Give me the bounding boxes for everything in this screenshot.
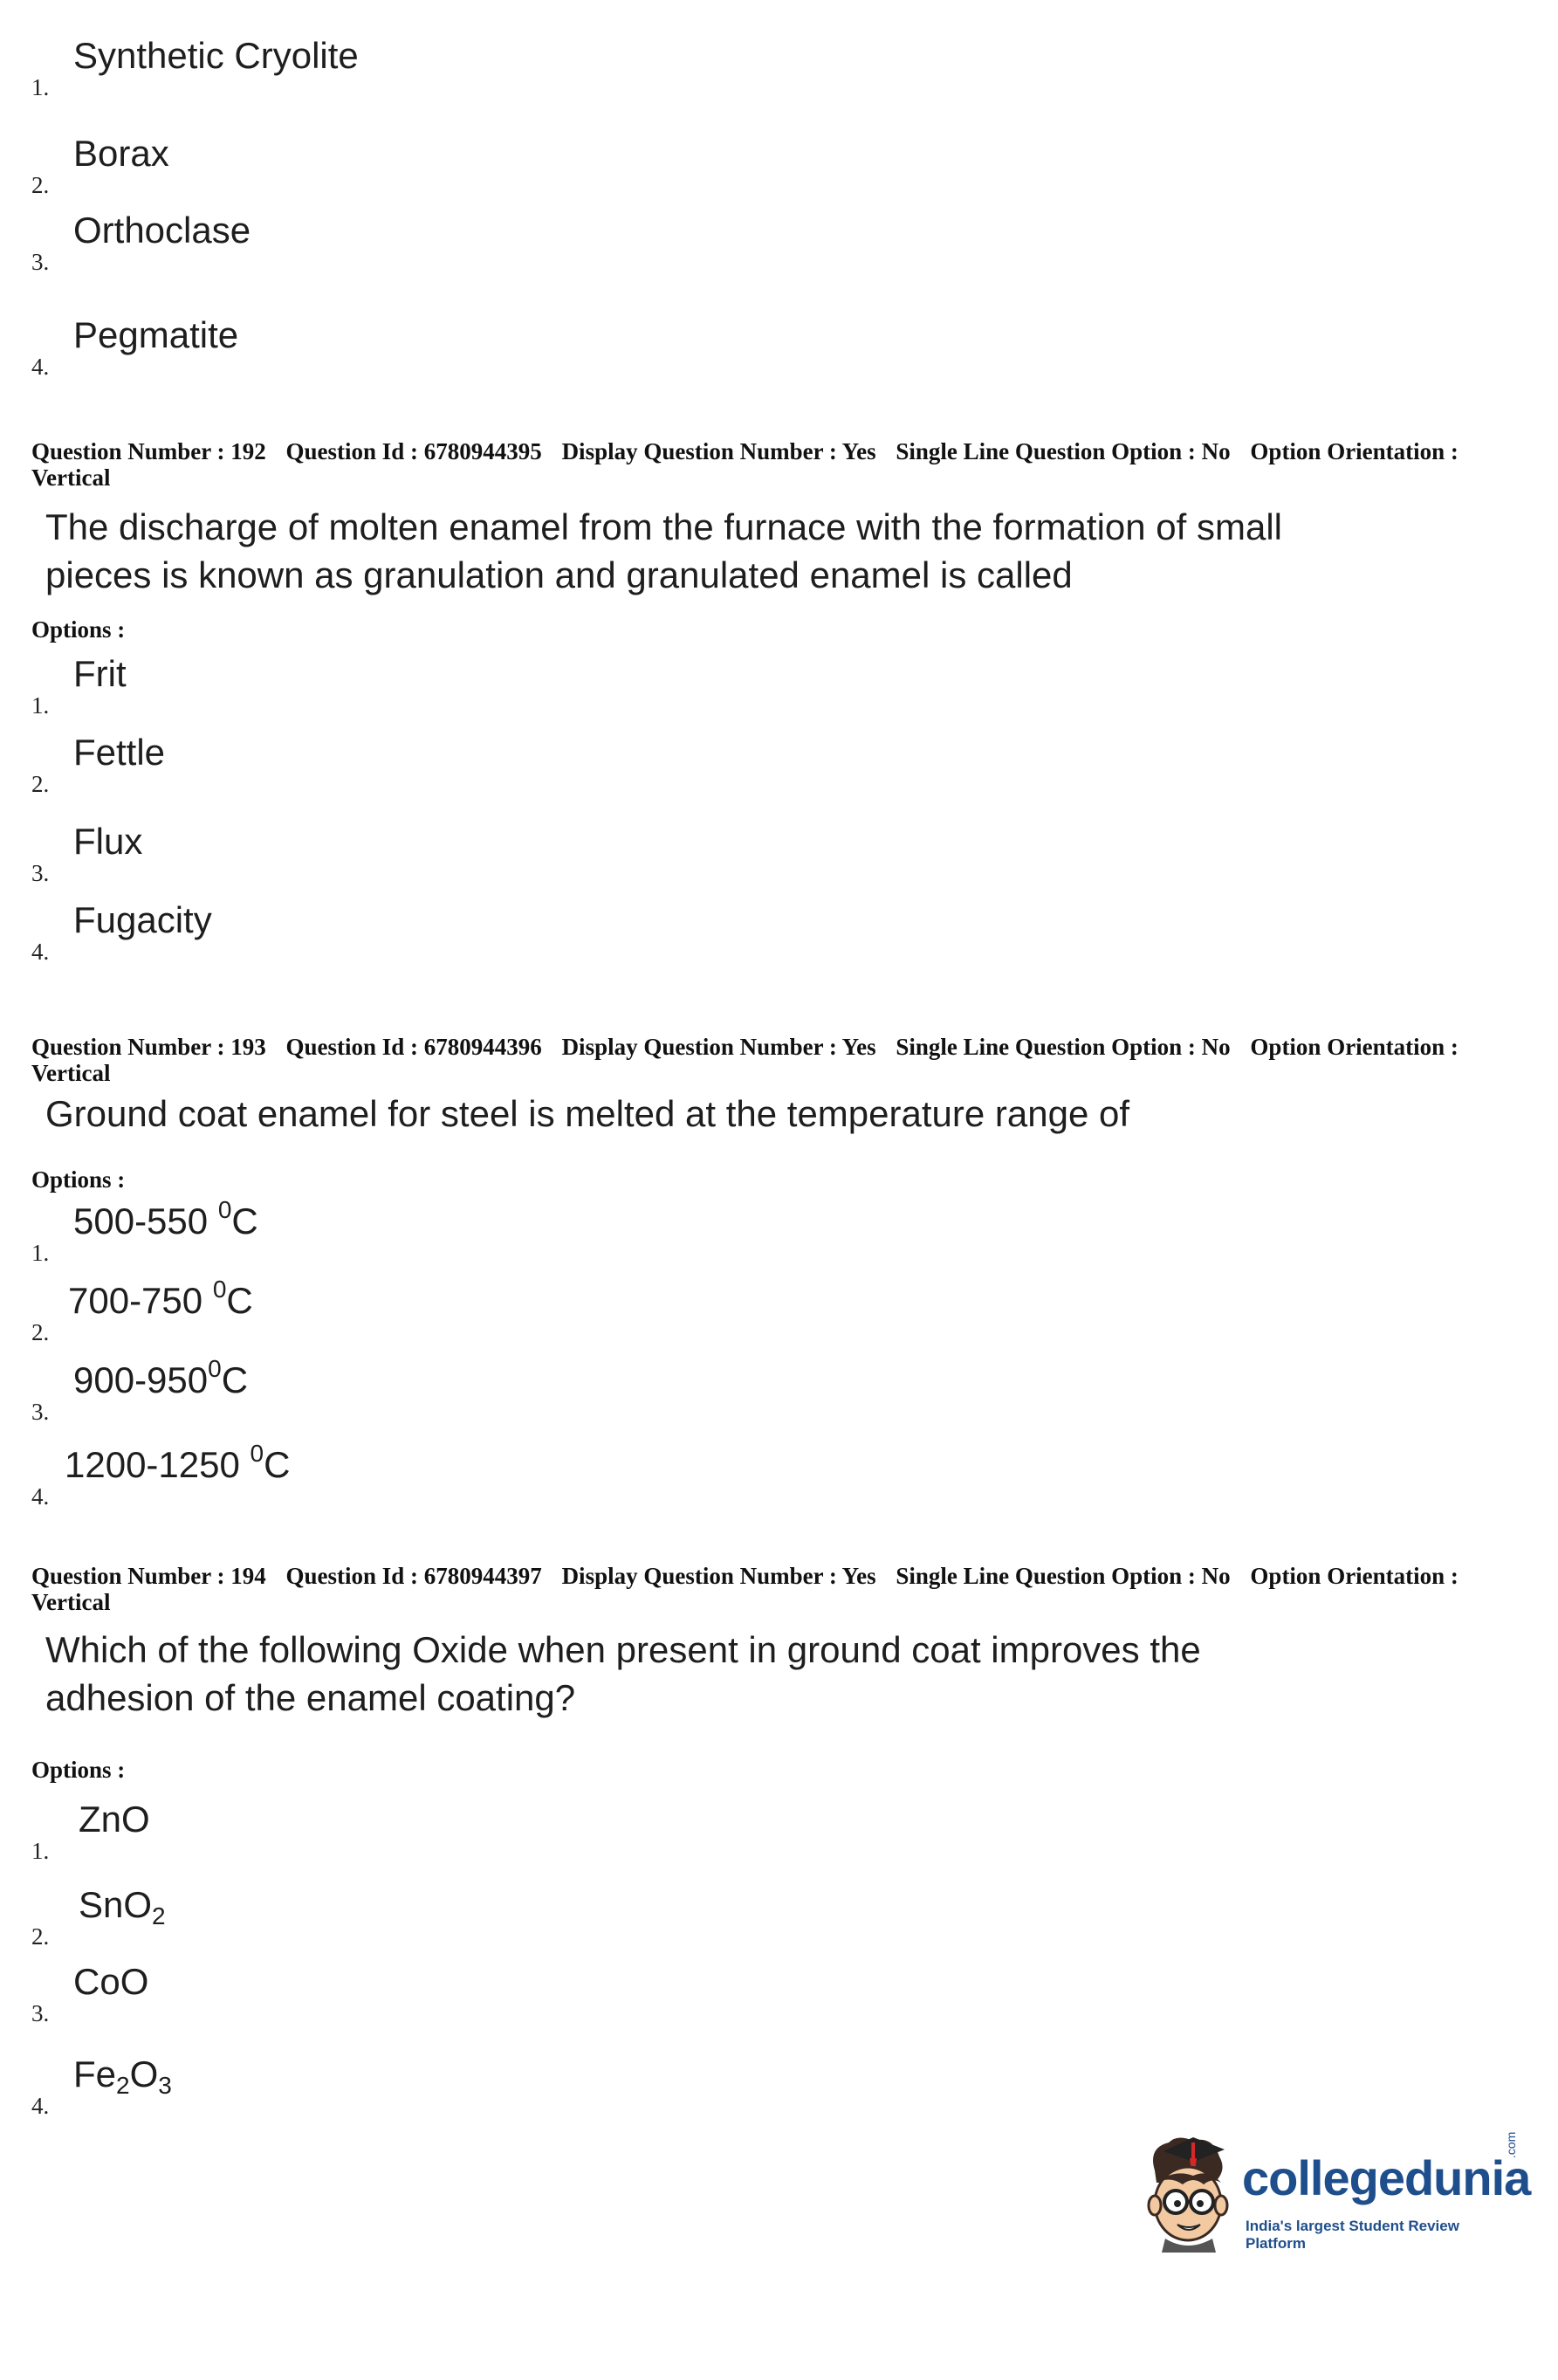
option-number: 2. [31,1923,50,1950]
option-text: SnO$_2$ [79,1884,166,1929]
option-number: 1. [31,1240,50,1266]
mascot-icon [1139,2130,1235,2253]
logo-tagline: India's largest Student Review Platform [1246,2218,1459,2252]
option-text: $Fe_2O_3$ [73,2053,172,2099]
option-number: 2. [31,771,50,797]
option-number: 3. [31,860,50,886]
question-number: Question Number : 194 [31,1563,266,1589]
option-number: 1. [31,692,50,719]
option-orientation: Option Orientation : Vertical [31,1563,1458,1615]
option-text: 500-550 $^0$C [73,1196,258,1242]
q193-option-2 [31,1276,817,1350]
question-number: Question Number : 193 [31,1034,266,1060]
q193-question-text: Ground coat enamel for steel is melted at the temperature range of [45,1093,1130,1134]
q193-option-4 [31,1440,817,1514]
option-number: 4. [31,1483,50,1510]
single-line-option: Single Line Question Option : No [896,1034,1231,1060]
option-number: 3. [31,2000,50,2026]
q191-option-2 [31,133,817,203]
collegedunia-logo [1139,2130,1531,2261]
q194-meta [31,1563,1463,1615]
logo-wordmark: collegedunia [1242,2150,1531,2205]
q193-option-1 [31,1196,817,1270]
question-id: Question Id : 6780944397 [285,1563,542,1589]
q192-option-3 [31,821,817,891]
option-orientation: Option Orientation : Vertical [31,1034,1458,1086]
option-text: Pegmatite [73,314,239,355]
question-id: Question Id : 6780944396 [285,1034,542,1060]
display-question-number: Display Question Number : Yes [561,438,876,464]
option-text: Flux [73,821,143,862]
q194-option-2 [31,1884,817,1954]
option-number: 2. [31,1319,50,1345]
q192-option-1 [31,653,817,723]
option-number: 4. [31,354,50,380]
q191-option-4 [31,314,817,384]
option-text: Borax [73,133,169,174]
q194-option-4 [31,2053,817,2123]
option-text: 1200-1250 $^0$C [65,1440,291,1485]
q194-option-3 [31,1961,817,2031]
display-question-number: Display Question Number : Yes [561,1563,876,1589]
q192-option-2 [31,732,817,801]
q192-option-4 [31,899,817,969]
q194-options-label: Options : [31,1757,126,1783]
option-number: 2. [31,172,50,198]
q193-options-label: Options : [31,1166,126,1193]
question-id: Question Id : 6780944395 [285,438,542,464]
option-orientation: Option Orientation : Vertical [31,438,1458,491]
q191-option-1 [31,35,817,105]
logo-com: .com [1504,2131,1518,2158]
option-number: 3. [31,249,50,275]
q192-meta [31,438,1463,491]
option-number: 4. [31,939,50,965]
q194-option-1 [31,1799,817,1868]
display-question-number: Display Question Number : Yes [561,1034,876,1060]
single-line-option: Single Line Question Option : No [896,1563,1231,1589]
q191-option-3 [31,210,817,279]
option-text: Frit [73,653,127,694]
option-text: Synthetic Cryolite [73,35,359,76]
option-text: Orthoclase [73,210,251,251]
option-text: ZnO [79,1799,150,1840]
q192-options-label: Options : [31,616,126,643]
option-number: 1. [31,1838,50,1864]
single-line-option: Single Line Question Option : No [896,438,1231,464]
q194-question-text: Which of the following Oxide when present in ground coat improves the adhesion of the enamel coating? [45,1629,1201,1718]
question-number: Question Number : 192 [31,438,266,464]
option-text: CoO [73,1961,149,2002]
option-text: 700-750 $^0$C [68,1276,253,1321]
option-number: 3. [31,1399,50,1425]
q192-question-text: The discharge of molten enamel from the furnace with the formation of small pieces is known as granulation and granulated enamel is called [45,506,1283,595]
q193-option-3 [31,1355,817,1429]
q193-meta [31,1034,1463,1086]
option-number: 4. [31,2093,50,2119]
option-text: Fugacity [73,899,212,940]
option-number: 1. [31,74,50,100]
option-text: Fettle [73,732,166,773]
option-text: $900-950^0C$ [73,1355,249,1400]
